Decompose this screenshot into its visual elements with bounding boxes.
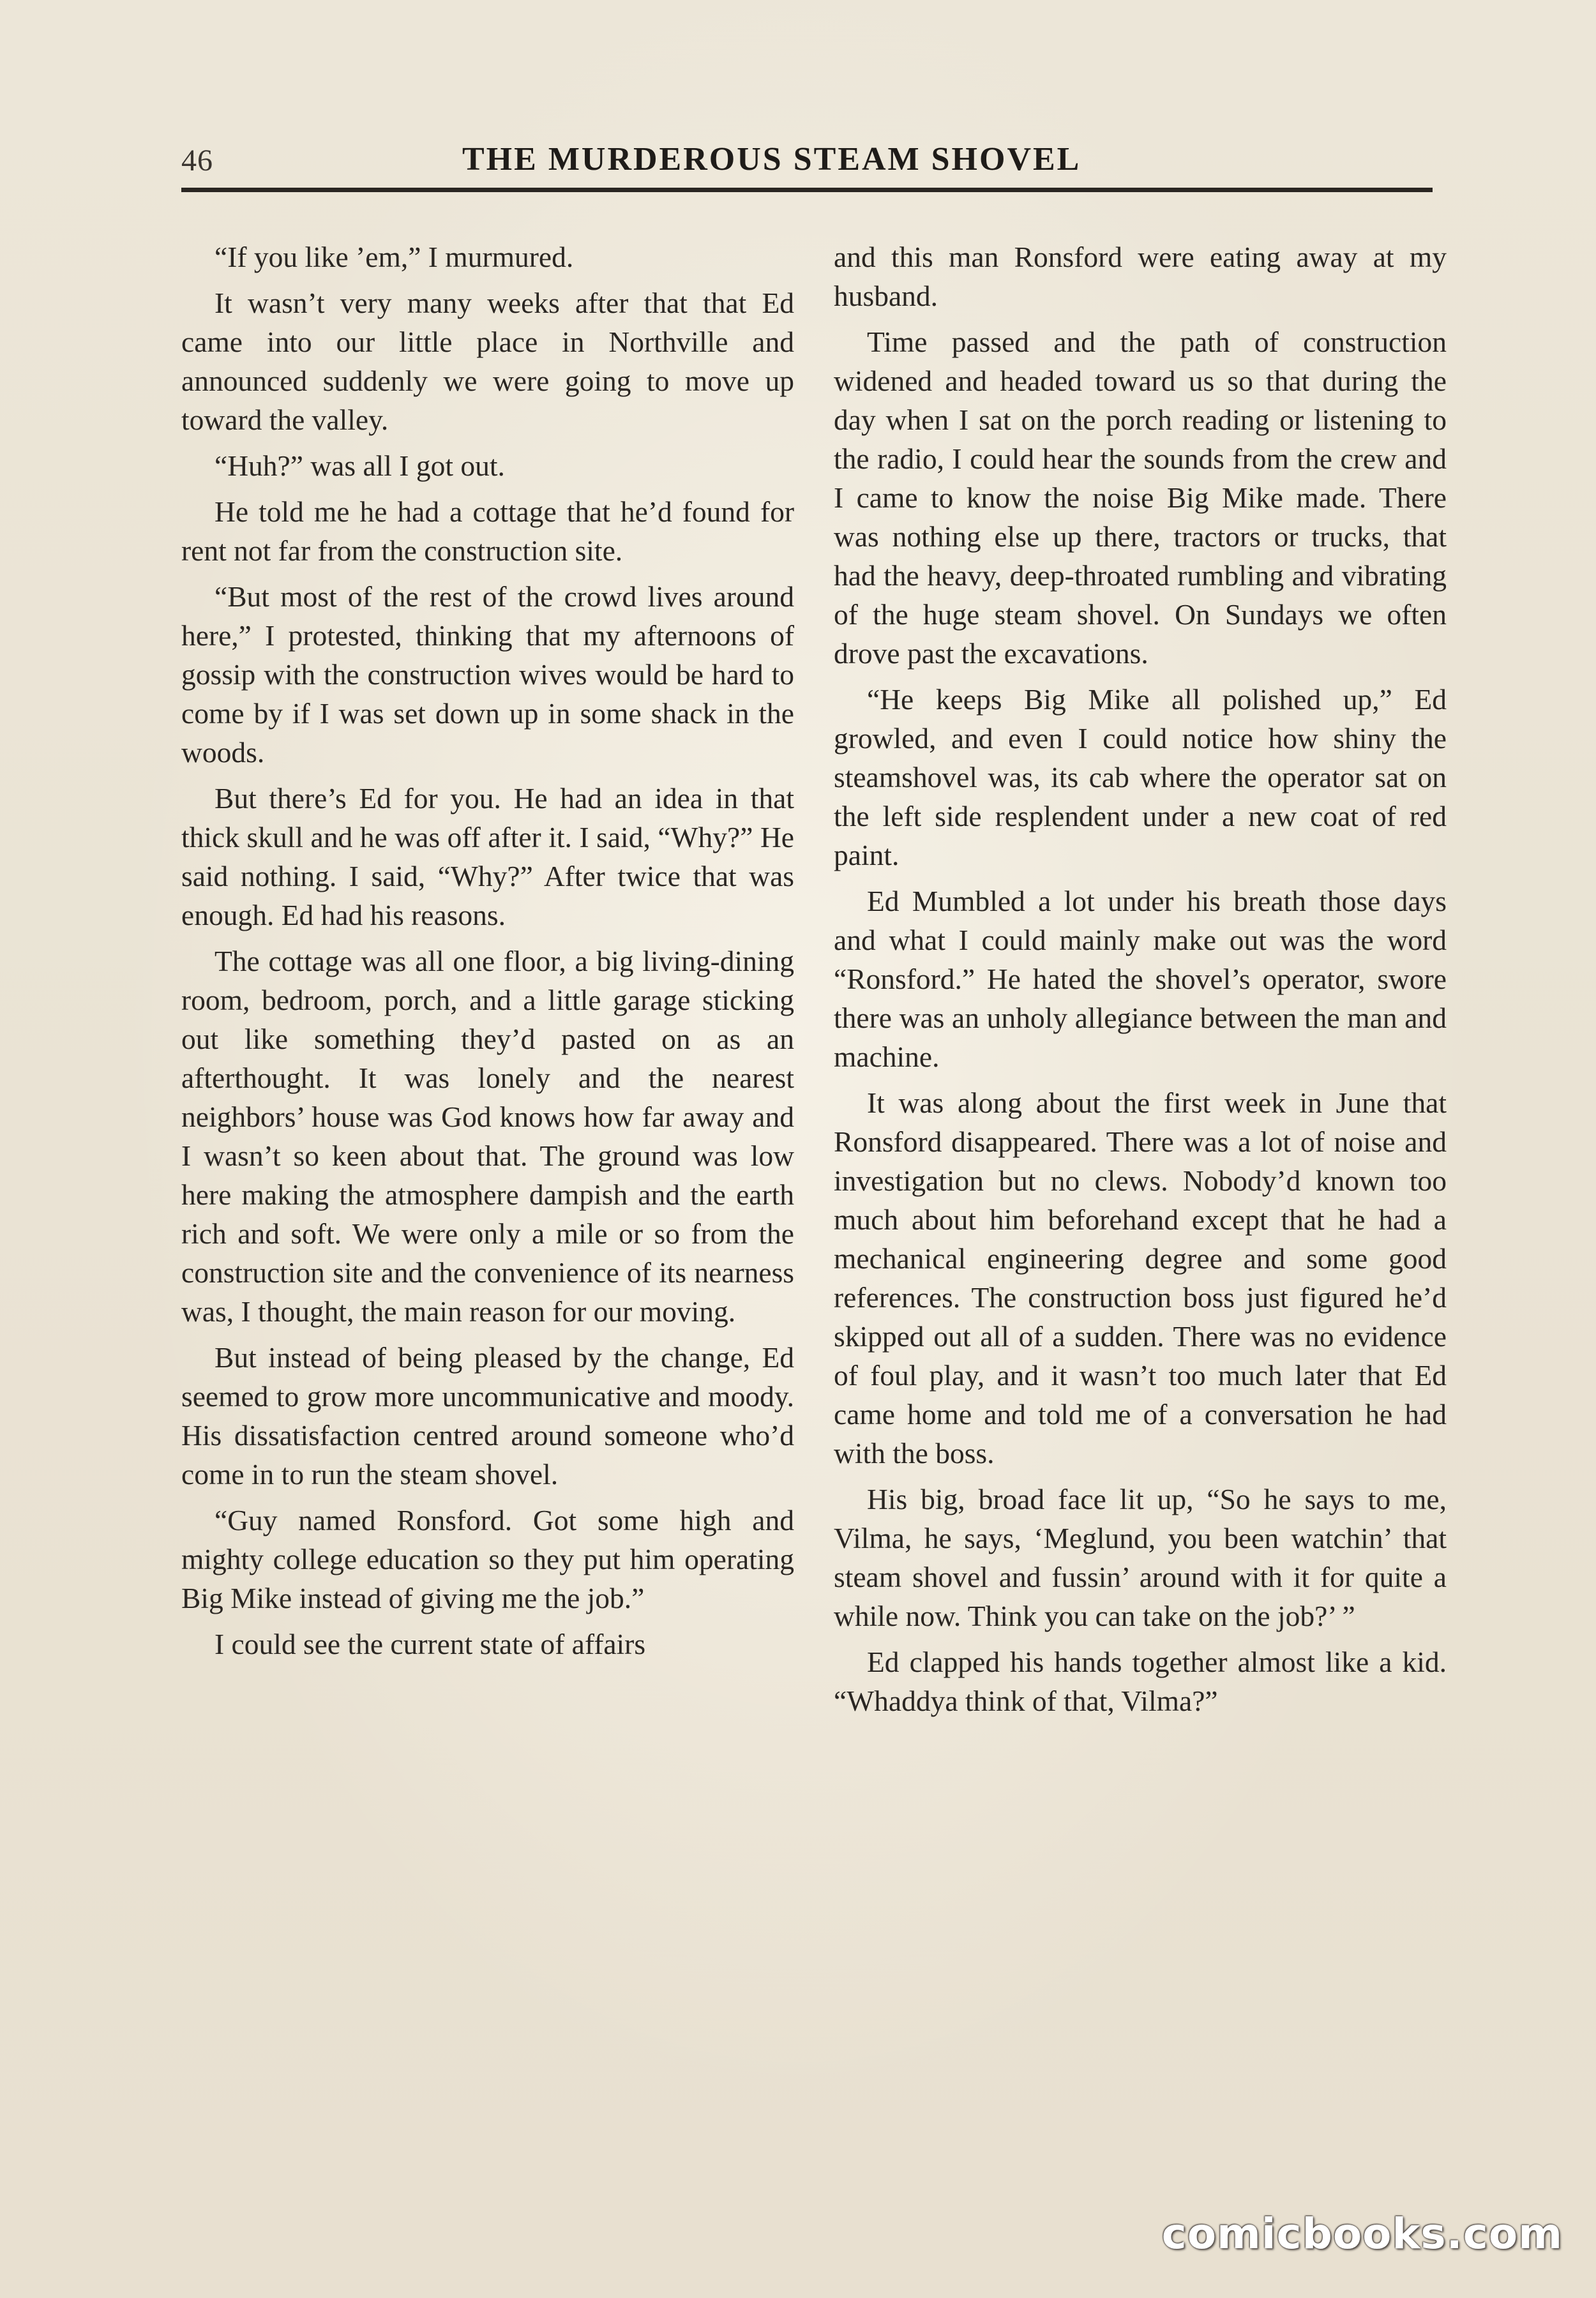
paragraph: “He keeps Big Mike all polished up,” Ed growled, and even I could notice how shiny the steamshovel was, its cab where the operator sat on the left side resplendent under a new coat of red paint. xyxy=(834,683,1447,871)
paragraph: But instead of being pleased by the change, Ed seemed to grow more uncommunicative and moody. His dissatisfaction centred around someone who’d come in to run the steam shovel. xyxy=(181,1341,794,1491)
paragraph: Time passed and the path of construction widened and headed toward us so that during the day when I sat on the porch reading or listening to the radio, I could hear the sounds from the crew and I came to know the noise Big Mike made. There was nothing else up there, tractors or trucks, that had the heavy, deep-throated rumbling and vibrating of the huge steam shovel. On Sundays we often drove past the excavations. xyxy=(834,326,1447,670)
page-number: 46 xyxy=(181,144,213,177)
paragraph: His big, broad face lit up, “So he says to me, Vilma, he says, ‘Meglund, you been watchin’ that steam shovel and fussin’ around with it for quite a while now. Think you can take on the job?’ ” xyxy=(834,1483,1447,1632)
right-column xyxy=(834,237,1447,1727)
paragraph: I could see the current state of affairs xyxy=(215,1628,646,1660)
paragraph: But there’s Ed for you. He had an idea in that thick skull and he was off after it. I said, “Why?” He said nothing. I said, “Why?” After twice that was enough. Ed had his reasons. xyxy=(181,782,794,931)
paragraph: “Huh?” was all I got out. xyxy=(215,449,505,482)
paragraph: “If you like ’em,” I murmured. xyxy=(215,241,574,273)
paragraph: It was along about the first week in June that Ronsford disappeared. There was a lot of noise and investigation but no clews. Nobody’d known too much about him beforehand except that he had a mechanical engineering degree and some good references. The construction boss just figured he’d skipped out all of a sudden. There was no evidence of foul play, and it wasn’t too much later that Ed came home and told me of a conversation he had with the boss. xyxy=(834,1086,1447,1469)
paragraph: The cottage was all one floor, a big living-dining room, bedroom, porch, and a little garage sticking out like something they’d pasted on as an afterthought. It was lonely and the nearest neighbors’ house was God knows how far away and I wasn’t so keen about that. The ground was low here making the atmosphere dampish and the earth rich and soft. We were only a mile or so from the construction site and the convenience of its nearness was, I thought, the main reason for our moving. xyxy=(181,945,794,1328)
running-head: THE MURDEROUS STEAM SHOVEL xyxy=(462,141,1081,177)
paragraph: “But most of the rest of the crowd lives around here,” I protested, thinking that my afternoons of gossip with the construction wives would be hard to come by if I was set down up in some shack in the woods. xyxy=(181,580,794,769)
paragraph: “Guy named Ronsford. Got some high and mighty college education so they put him operating Big Mike instead of giving me the job.” xyxy=(181,1504,794,1614)
paragraph: and this man Ronsford were eating away at my husband. xyxy=(834,241,1447,312)
header-rule xyxy=(181,188,1433,192)
watermark: comicbooks.com xyxy=(1161,2209,1563,2258)
paragraph: Ed clapped his hands together almost like a kid. “Whaddya think of that, Vilma?” xyxy=(834,1646,1447,1717)
paragraph: It wasn’t very many weeks after that that Ed came into our little place in Northville and announced suddenly we were going to move up toward the valley. xyxy=(181,287,794,436)
left-column xyxy=(181,237,794,1671)
paragraph: He told me he had a cottage that he’d found for rent not far from the construction site. xyxy=(181,495,794,567)
paragraph: Ed Mumbled a lot under his breath those days and what I could mainly make out was the word “Ronsford.” He hated the shovel’s operator, swore there was an unholy allegiance between the man and machine. xyxy=(834,885,1447,1073)
page-header xyxy=(181,140,1433,185)
